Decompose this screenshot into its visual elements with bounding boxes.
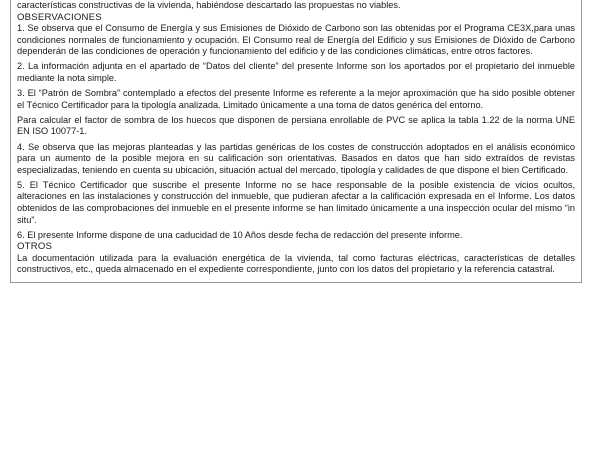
observation-item-3-note: Para calcular el factor de sombra de los huecos que disponen de persiana enrollable de PVC se aplica la tabla 1.22 de la norma UNE EN ISO 10077-1. (17, 114, 575, 137)
observation-item-6: 6. El presente Informe dispone de una caducidad de 10 Años desde fecha de redacción del presente informe. (17, 229, 463, 240)
observation-item-5: 5. El Técnico Certificador que suscribe el presente Informe no se hace responsable de la posible existencia de vicios ocultos, alteraciones en las instalaciones y construcción del inmueble, que pudieran afectar a la calificación expresada en el Informe. Los datos obtenidos de las comprobaciones del inmueble en el presente informe se han limitado únicamente a una inspección ocular del mismo “in situ”. (17, 179, 575, 225)
observation-item-1: 1. Se observa que el Consumo de Energía y sus Emisiones de Dióxido de Carbono son las obtenidas por el Programa CE3X,para unas condiciones normales de funcionamiento y ocupación. El Consumo real de Energía del Edificio y sus Emisiones de Dióxido de Carbono dependerán de las condiciones de operación y funcionamiento del edificio y de las condiciones climáticas, entre otros factores. (17, 23, 575, 57)
observations-box (10, 0, 582, 283)
document-page (10, 0, 582, 283)
observation-item-2: 2. La información adjunta en el apartado de “Datos del cliente” del presente Informe son los aportados por el propietario del inmueble mediante la nota simple. (17, 61, 575, 84)
otros-heading: OTROS (17, 241, 53, 253)
intro-tail-text: características constructivas de la vivienda, habiéndose descartado las propuestas no viables. (17, 0, 401, 10)
observation-item-3: 3. El “Patrón de Sombra” contemplado a efectos del presente Informe es referente a la mejor aproximación que ha sido posible obtener el Técnico Certificador para la tipología analizada. Limitado únicamente a una toma de datos genérica del entorno. (17, 88, 575, 110)
observaciones-heading: OBSERVACIONES (17, 11, 102, 23)
otros-item-1: La documentación utilizada para la evaluación energética de la vivienda, tal como facturas eléctricas, características de detalles constructivos, etc., queda almacenado en el expediente correspondiente, junto con los datos del propietario y la referencia catastral. (17, 252, 575, 275)
observation-item-4: 4. Se observa que las mejoras planteadas y las partidas genéricas de los costes de construcción adoptados en el análisis económico para un aumento de la posible mejora en su calificación son orientativas. Basados en datos que han sido extraídos de revistas especializadas, teniendo en cuenta su ubicación, situación actual del mercado, tipología y calidades de que dispone el bien Certificado. (17, 141, 575, 175)
